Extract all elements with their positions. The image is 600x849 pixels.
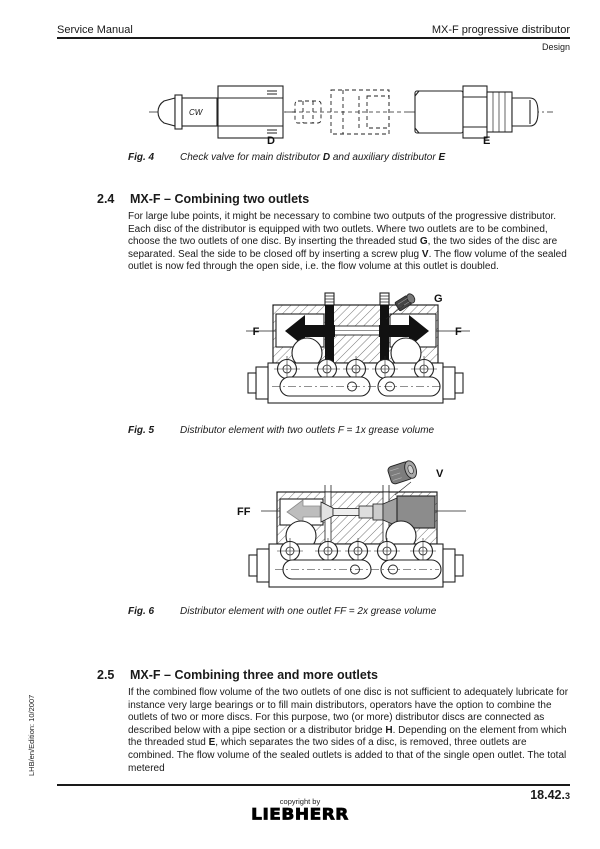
fig4-label: Fig. 4 (128, 152, 155, 163)
fig5-distributor-drawing (228, 283, 472, 415)
copyright-text: copyright by (279, 797, 321, 806)
fig4-caption: Check valve for main distributor D and auxiliary distributor E (180, 152, 446, 163)
label-outlet-ff: FF (237, 506, 251, 518)
valve-marking: CW (189, 108, 203, 117)
threaded-stud-icon (325, 293, 389, 305)
label-stud-g: G (434, 293, 443, 305)
footer-rule (57, 784, 570, 786)
slot-ports (272, 377, 440, 396)
label-outlet-f-right: F (455, 326, 462, 338)
label-valve-e: E (483, 135, 491, 147)
fig6-distributor-drawing (233, 452, 468, 602)
screw-plug-v-icon (387, 459, 419, 485)
fig5-label: Fig. 5 (128, 425, 155, 436)
header-rule (57, 37, 570, 39)
liebherr-logo (0, 805, 600, 825)
section-2-4-title: MX-F – Combining two outlets (130, 192, 310, 206)
check-valve-d (158, 86, 283, 138)
header-left-title: Service Manual (57, 24, 133, 36)
header-right-title: MX-F progressive distributor (431, 24, 570, 36)
header-subtitle: Design (541, 42, 570, 52)
liebherr-logo-text: LIEBHERR (251, 805, 349, 825)
section-2-4-body: For large lube points, it might be necessary to combine two outputs of the progressive distributor. Each disc of the distributor is equipped with two outlets. Where two outlets are to be combined, choose the two outlets of one disc. By inserting the threaded stud G, the two sides of the disc are separated. Seal the side to be closed off by inserting a screw plug V. The flow volume of the sealed outlet is now fed through the open side, i.e. the flow volume at this outlet is doubled. (128, 211, 567, 273)
fig4-check-valves-drawing (145, 62, 565, 154)
fig6-caption: Distributor element with one outlet FF = 2x grease volume (180, 606, 437, 617)
label-plug-v: V (436, 468, 444, 480)
slot-ports (275, 560, 441, 579)
fig5-caption: Distributor element with two outlets F = 1x grease volume (180, 425, 435, 436)
label-valve-d: D (267, 135, 275, 147)
page-number-sub: 3 (564, 791, 570, 801)
check-valve-e (415, 86, 538, 138)
section-2-5-title: MX-F – Combining three and more outlets (130, 668, 378, 682)
page-number-main: 18.42. (530, 788, 565, 802)
edition-note: LHB/en/Edition: 10/2007 (27, 694, 36, 776)
label-outlet-f-left: F (252, 326, 260, 338)
section-2-5-number: 2.5 (97, 668, 115, 682)
fig6-label: Fig. 6 (128, 606, 155, 617)
section-2-5-body: If the combined flow volume of the two outlets of one disc is not sufficient to adequately lubricate for instance very large bearings or to fill main distributors, operators have the option to combine the outlets of two or more discs. For this purpose, two (or more) distributor discs are connected as described below with a pipe section or a distributor bridge H. Depending on the element from which the threaded stud E, which separates the two sides of a disc, is removed, three outlets are combined. The flow volume of the sealed outlets is added to that of the single open outlet. The total metered (128, 687, 569, 774)
section-2-4-number: 2.4 (97, 192, 115, 206)
